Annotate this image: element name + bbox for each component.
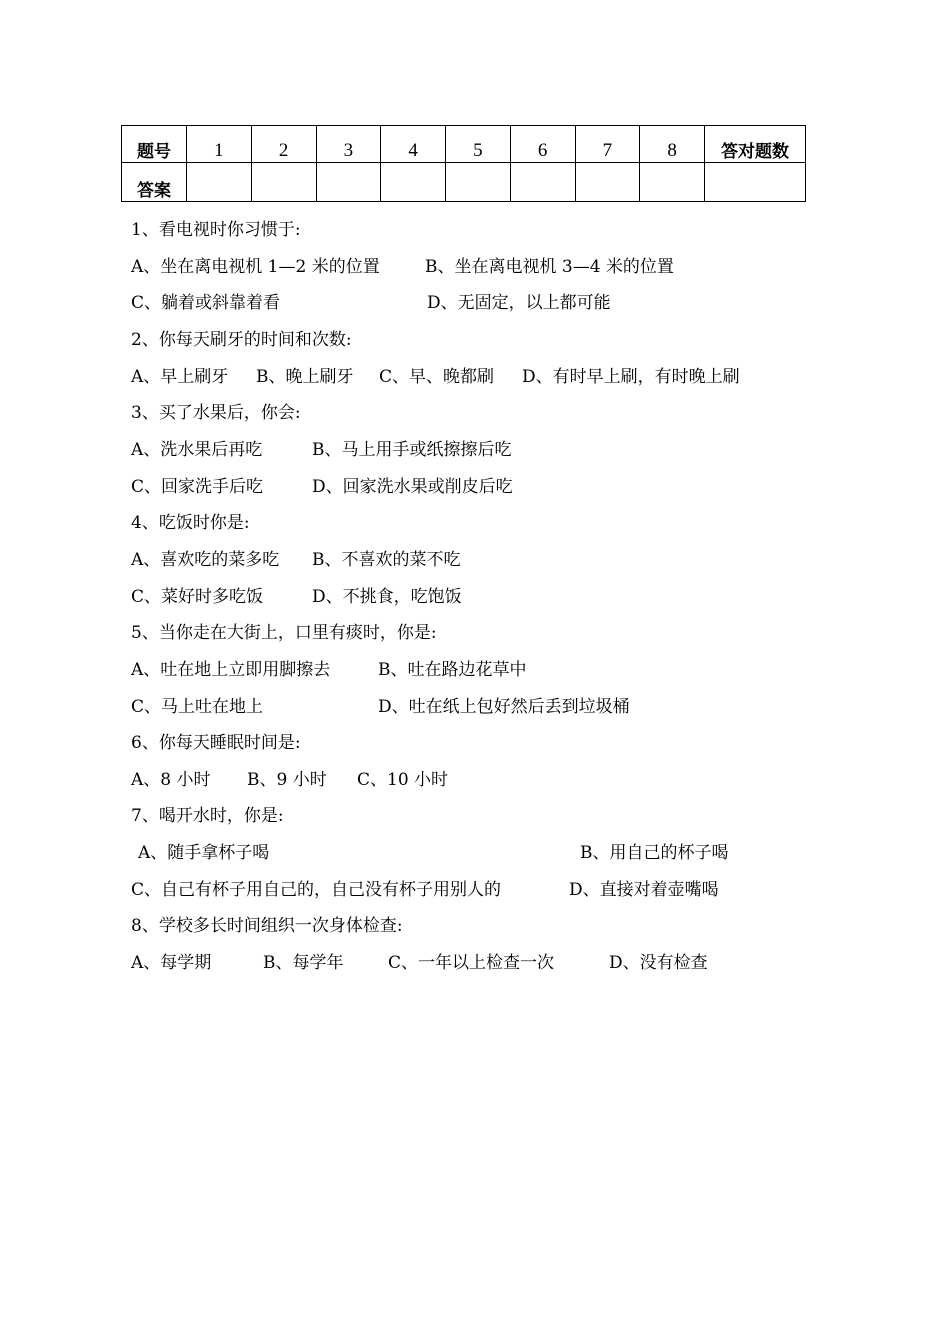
question-3: 3、买了水果后，你会: bbox=[131, 403, 301, 423]
option-3b: B、马上用手或纸擦擦后吃 bbox=[312, 440, 512, 460]
question-number-label: 题号 bbox=[122, 126, 187, 163]
question-8: 8、学校多长时间组织一次身体检查: bbox=[131, 916, 403, 936]
option-5a: A、吐在地上立即用脚擦去 bbox=[131, 660, 331, 680]
option-6a: A、8 小时 bbox=[131, 770, 211, 790]
option-5d: D、吐在纸上包好然后丢到垃圾桶 bbox=[378, 697, 630, 717]
option-2d: D、有时早上刷，有时晚上刷 bbox=[522, 367, 740, 387]
answer-label: 答案 bbox=[122, 163, 187, 202]
option-7a: A、随手拿杯子喝 bbox=[138, 843, 270, 863]
option-7d: D、直接对着壶嘴喝 bbox=[569, 880, 719, 900]
option-8a: A、每学期 bbox=[131, 953, 212, 973]
question-7: 7、喝开水时，你是: bbox=[131, 806, 284, 826]
answer-cell[interactable] bbox=[510, 163, 575, 202]
question-number-cell: 4 bbox=[381, 126, 446, 163]
option-7c: C、自己有杯子用自己的，自己没有杯子用别人的 bbox=[131, 880, 502, 900]
option-8c: C、一年以上检查一次 bbox=[388, 953, 555, 973]
table-header-row bbox=[122, 126, 806, 163]
option-7b: B、用自己的杯子喝 bbox=[580, 843, 729, 863]
question-number-cell: 7 bbox=[575, 126, 640, 163]
question-number-cell: 1 bbox=[187, 126, 252, 163]
option-4b: B、不喜欢的菜不吃 bbox=[312, 550, 461, 570]
question-number-cell: 3 bbox=[316, 126, 381, 163]
answer-cell[interactable] bbox=[640, 163, 705, 202]
answer-table bbox=[121, 125, 806, 202]
answer-cell[interactable] bbox=[316, 163, 381, 202]
option-5b: B、吐在路边花草中 bbox=[378, 660, 527, 680]
option-1c: C、躺着或斜靠着看 bbox=[131, 293, 281, 313]
question-5: 5、当你走在大街上，口里有痰时，你是: bbox=[131, 623, 437, 643]
question-6: 6、你每天睡眠时间是: bbox=[131, 733, 301, 753]
question-4: 4、吃饭时你是: bbox=[131, 513, 250, 533]
question-number-cell: 6 bbox=[510, 126, 575, 163]
option-1b: B、坐在离电视机 3—4 米的位置 bbox=[425, 257, 674, 277]
option-2c: C、早、晚都刷 bbox=[379, 367, 495, 387]
question-number-cell: 2 bbox=[251, 126, 316, 163]
option-4d: D、不挑食，吃饱饭 bbox=[312, 587, 462, 607]
score-label: 答对题数 bbox=[705, 126, 806, 163]
option-8b: B、每学年 bbox=[263, 953, 344, 973]
option-6b: B、9 小时 bbox=[247, 770, 327, 790]
option-3c: C、回家洗手后吃 bbox=[131, 477, 264, 497]
table-answer-row bbox=[122, 163, 806, 202]
option-2b: B、晚上刷牙 bbox=[256, 367, 354, 387]
answer-cell[interactable] bbox=[575, 163, 640, 202]
option-1a: A、坐在离电视机 1—2 米的位置 bbox=[131, 257, 380, 277]
answer-cell[interactable] bbox=[381, 163, 446, 202]
score-cell[interactable] bbox=[705, 163, 806, 202]
answer-cell[interactable] bbox=[251, 163, 316, 202]
option-3a: A、洗水果后再吃 bbox=[131, 440, 263, 460]
option-5c: C、马上吐在地上 bbox=[131, 697, 264, 717]
question-1: 1、看电视时你习惯于: bbox=[131, 220, 301, 240]
option-1d: D、无固定，以上都可能 bbox=[427, 293, 611, 313]
question-number-cell: 8 bbox=[640, 126, 705, 163]
option-6c: C、10 小时 bbox=[357, 770, 449, 790]
option-4c: C、菜好时多吃饭 bbox=[131, 587, 264, 607]
option-4a: A、喜欢吃的菜多吃 bbox=[131, 550, 280, 570]
question-number-cell: 5 bbox=[446, 126, 511, 163]
question-2: 2、你每天刷牙的时间和次数: bbox=[131, 330, 352, 350]
answer-cell[interactable] bbox=[187, 163, 252, 202]
option-2a: A、早上刷牙 bbox=[131, 367, 229, 387]
option-3d: D、回家洗水果或削皮后吃 bbox=[312, 477, 513, 497]
answer-cell[interactable] bbox=[446, 163, 511, 202]
option-8d: D、没有检查 bbox=[609, 953, 708, 973]
